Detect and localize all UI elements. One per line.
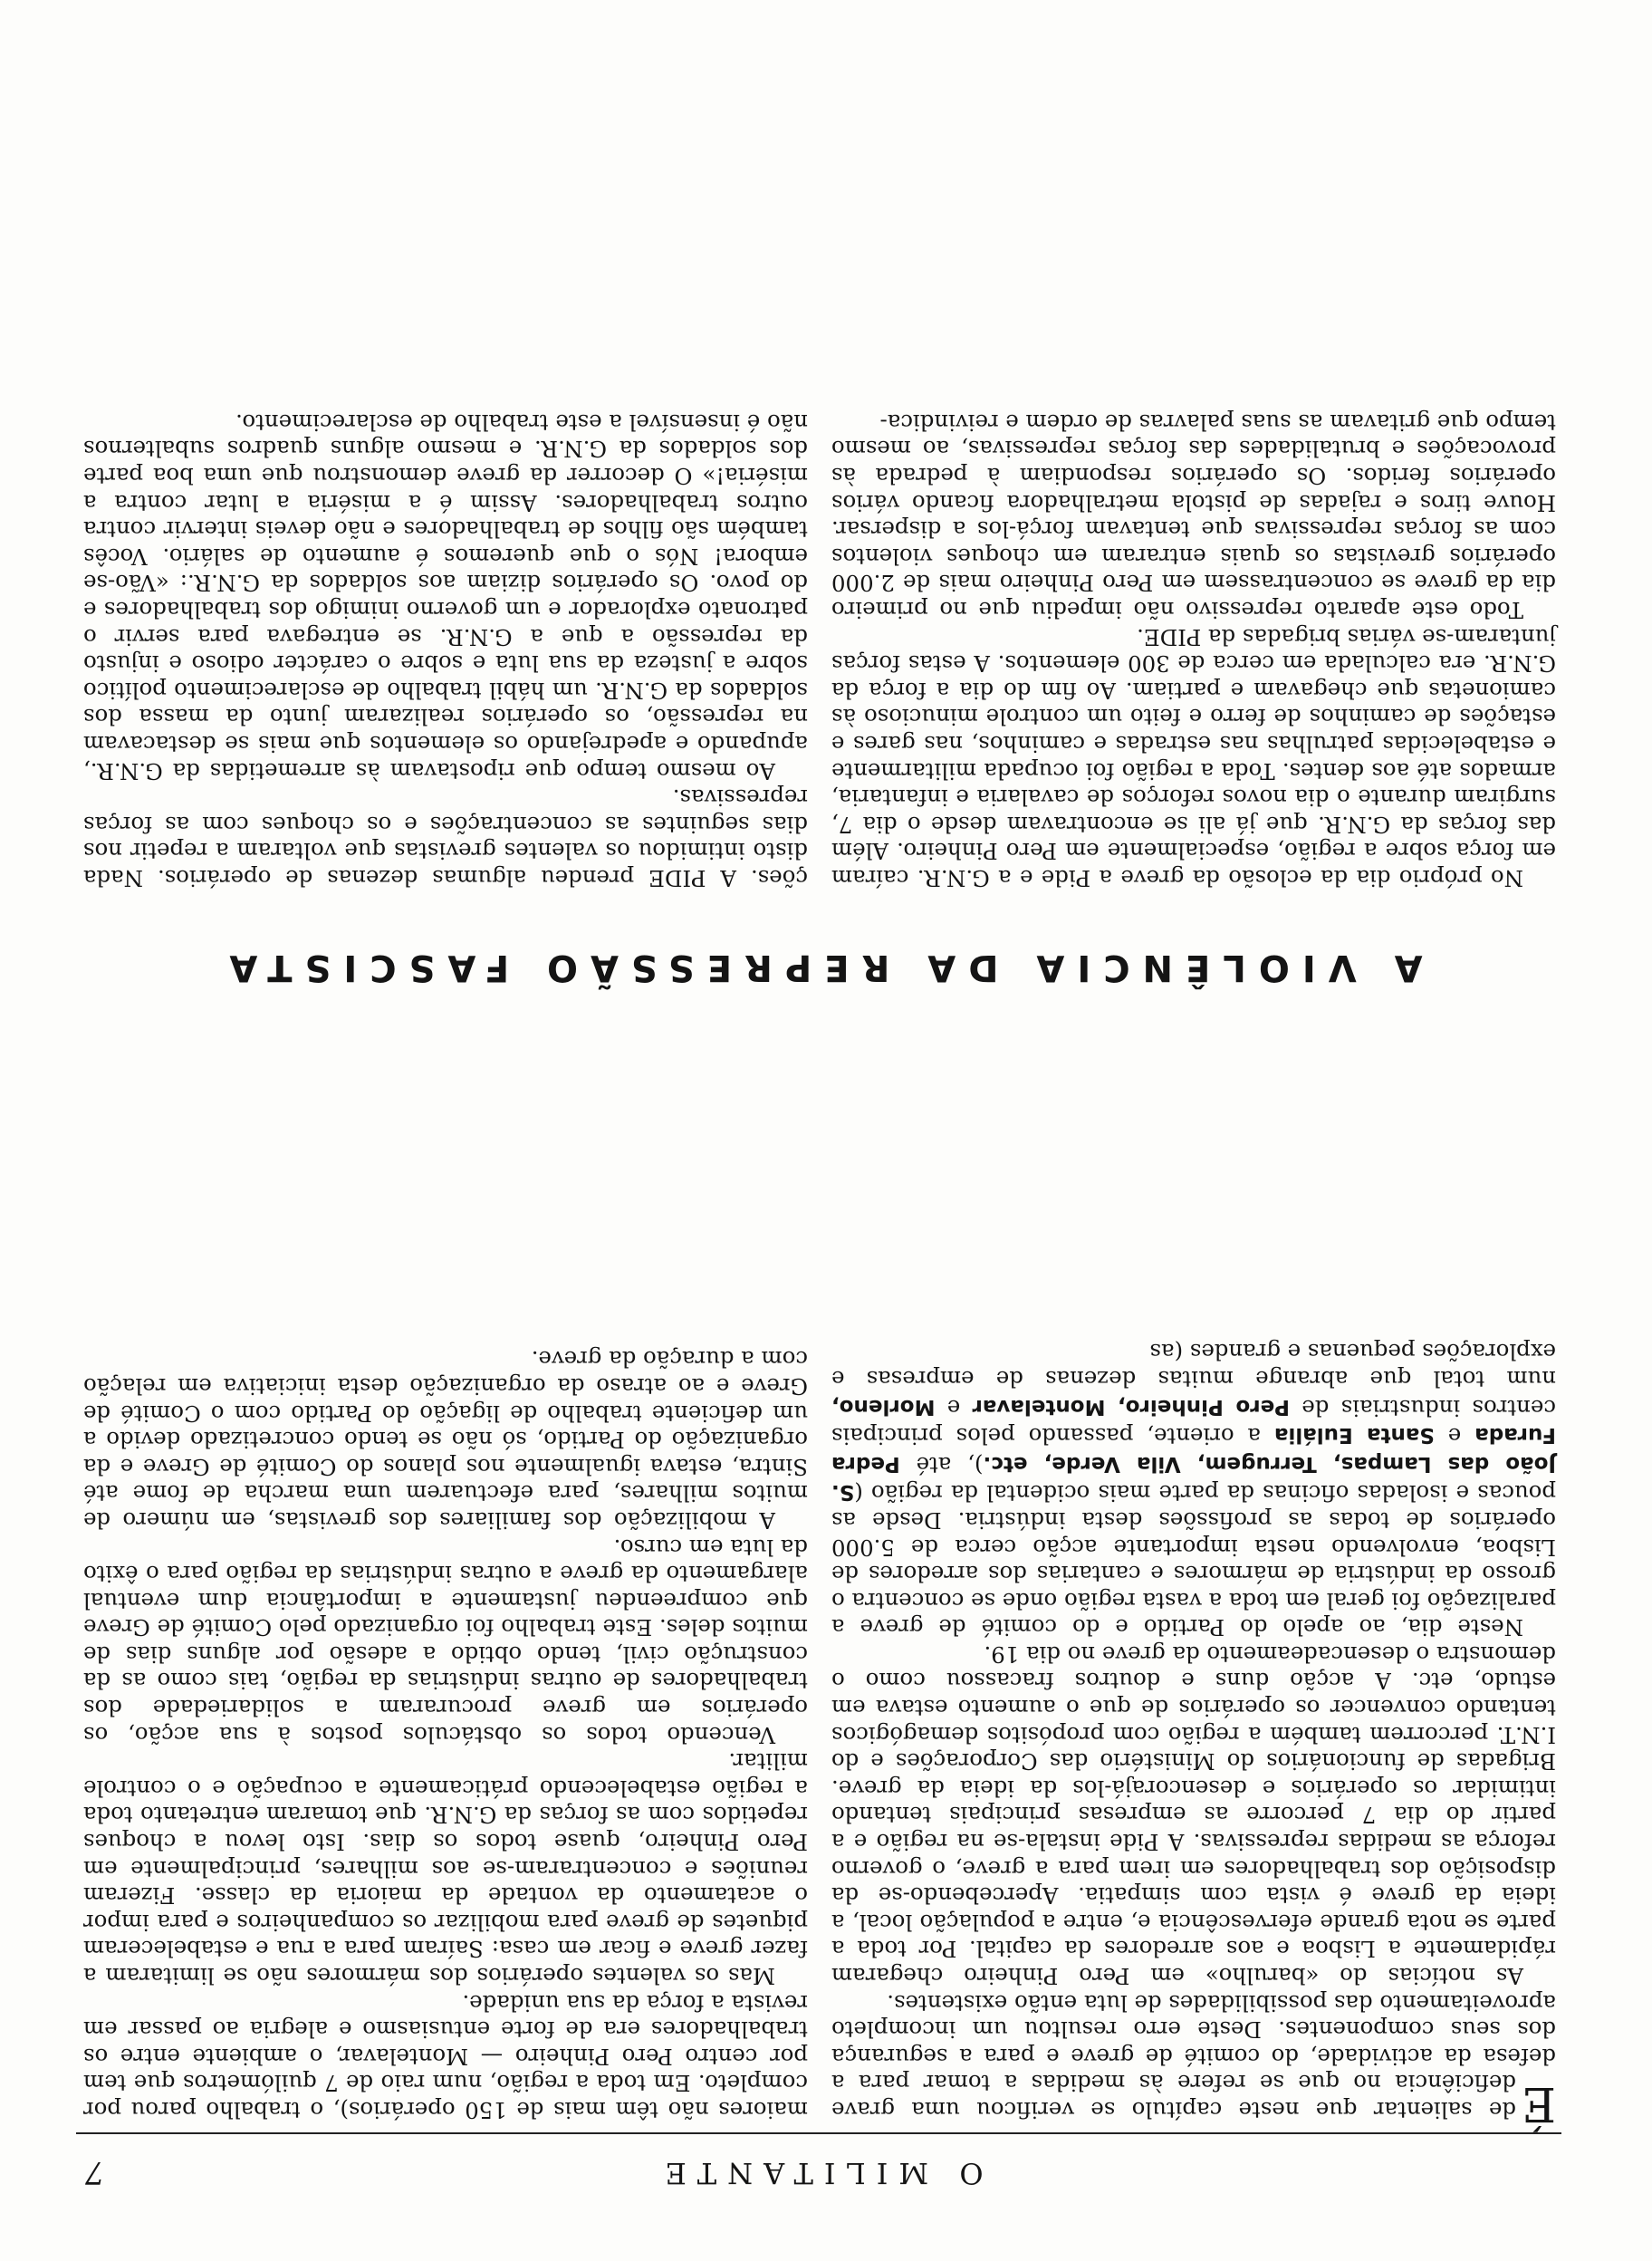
bold-place-name: Santa Eulália xyxy=(1273,1423,1435,1448)
paragraph-text: Neste dia, ao apelo do Partido e do comité de greve a paralização foi geral em toda a vasta região onde se concentra o grosso da indústria de mármores e cantarias dos arredores de Lisboa, envolvendo nesta importante acção cerca de 5.000 operários de todas as profissões desta indústria. Desde as poucas e isoladas oficinas da parte mais ocidental da região ( xyxy=(831,1480,1556,1641)
bold-place-names: S. João das Lampas, Terrugem, Vila Verde, etc. xyxy=(831,1451,1556,1505)
paragraph-text: e xyxy=(1434,1423,1475,1450)
paragraph: Mas os valentes operários dos mármores não se limitaram a fazer greve e ficar em casa: Saíram para a rua e estabeleceram piquetes de greve para mobilizar os companheiros e para impor o acatamento da vontade da maioria da classe. Fizeram reuniões e concentraram-se aos milhares, principalmente em Pero Pinheiro, quase todos os dias. Isto levou a choques repetidos com as forças da G.N.R. que tomaram entretanto toda a região estabelecendo práticamente a ocupação e o controle militar. xyxy=(83,1748,808,1990)
column-right-bottom xyxy=(83,112,808,891)
paragraph: Vencendo todos os obstáculos postos à sua acção, os operários em greve procuraram a solidariedade dos trabalhadores de outras indústrias da região, tais como as da construção civil, tendo obtido a adesão por alguns dias de muitos deles. Este trabalho foi organizado pelo Comité de Greve que compreendeu justamente a importância dum eventual alargamento da greve a outras indústrias da região para o êxito da luta em curso. xyxy=(83,1534,808,1748)
paragraph: As notícias do «barulho» em Pero Pinheiro chegaram rápidamente a Lisboa e aos arredores da capital. Por toda a parte se nota grande efervescência e, entre a população local, a ideia da greve é vista com simpatia. Apercebendo-se da disposição dos trabalhadores em irem para a greve, o governo reforça as medidas repressivas. A Pide instala-se na região e a partir do dia 7 percorre as empresas principais tentando intimidar os operários e desencorajá-los da ideia da greve. Brigadas de funcionários do Ministério das Corporações e do I.N.T. percorrem também a região com propósitos demagógicos tentando convencer os operários de que o aumento estava em estudo, etc. A acção duns e doutros fracassou como o demonstra o desencadeamento da greve no dia 19. xyxy=(831,1640,1556,1990)
paragraph-text: ), até xyxy=(899,1451,984,1478)
paragraph-text: a oriente, passando pelos principais centros industriais de xyxy=(831,1394,1556,1450)
paragraph: maiores não têm mais de 150 operários), o trabalho parou por completo. Em toda a região, num raio de 7 quilómetros que tem por centro Pero Pinheiro — Montelavar, o ambiente entre os trabalhadores era de forte entusiasmo e alegria ao passar em revista a força da sua unidade. xyxy=(83,1989,808,2123)
paragraph-text: e xyxy=(935,1394,973,1421)
section-headline: A VIOLÊNCIA DA REPRESSÃO FASCISTA xyxy=(216,947,1423,988)
paragraph-text: num total que abrange muitas dezenas de empresas e explorações pequenas e grandes (as xyxy=(831,1339,1556,1392)
page-header xyxy=(85,2145,1552,2190)
publication-title: O MILITANTE xyxy=(654,2156,984,2190)
paragraph-text: de salientar que neste capítulo se verificou uma grave deficiência no que se refere às medidas a tomar para a defesa da actividade, do comité de greve e para a segurança dos seus componentes. Deste erro resultou um incompleto aproveitamento das possibilidades de luta então existentes. xyxy=(831,1989,1556,2123)
paragraph: No próprio dia da eclosão da greve a Pide e a G.N.R. caíram em força sobre a região, especialmente em Pero Pinheiro. Além das forças da G.N.R. que já ali se encontravam desde o dia 7, surgiram durante o dia novos reforços de cavalaria e infantaria, armados até aos dentes. Toda a região foi ocupada militarmente e estabelecidas patrulhas nas estradas e caminhos, nas gares e estações de caminhos de ferro e feito um controle minucioso às camionetas que chegavam e partiam. Ao fim do dia a força da G.N.R. era calculada em cerca de 300 elementos. A estas forças juntaram-se várias brigadas da PIDE. xyxy=(831,623,1556,891)
paragraph: Todo este aparato repressivo não impediu que no primeiro dia da greve se concentrassem em Pero Pinheiro mais de 2.000 operários grevistas os quais entraram em choques violentos com as forças repressivas que tentavam forçá-los a dispersar. Houve tiros e rajadas de pistola metralhadora ficando vários operários feridos. Os operários respondiam à pedrada às provocações e brutalidades das forças repressivas, ao mesmo tempo que gritavam as suas palavras de ordem e reivindica- xyxy=(831,409,1556,624)
bold-place-name: Pedra Furada xyxy=(831,1423,1556,1476)
column-left-bottom xyxy=(831,112,1556,891)
paragraph: Ao mesmo tempo que ripostavam às arremetidas da G.N.R., apupando e apedrejando os elementos que mais se destacavam na repressão, os operários realizaram junto da massa dos soldados da G.N.R. um hábil trabalho de esclarecimento político sobre a justeza da sua luta e sobre o carácter odioso e injusto da repressão a que a G.N.R. se entregava para servir o patronato explorador e um governo inimigo dos trabalhadores e do povo. Os operários diziam aos soldados da G.N.R.: «Vão-se embora! Nós o que queremos é aumento de salário. Vocês também são filhos de trabalhadores e não deveis intervir contra outros trabalhadores. Assim é a miséria a lutar contra a miséria!» O decorrer da greve demonstrou que uma boa parte dos soldados da G.N.R. e mesmo alguns quadros subalternos não é insensível a este trabalho de esclarecimento. xyxy=(83,409,808,784)
bold-place-name: Morleno, xyxy=(831,1394,936,1419)
paragraph xyxy=(831,1989,1556,2131)
paragraph: ções. A PIDE prendeu algumas dezenas de operários. Nada disto intimidou os valentes grevistas que voltaram a repetir nos dias seguintes as concentrações e os choques com as forças repressivas. xyxy=(83,784,808,891)
column-left-top xyxy=(831,1036,1556,2131)
column-right-top xyxy=(83,1036,808,2123)
page-number: 7 xyxy=(85,2154,105,2190)
paragraph xyxy=(831,1339,1556,1641)
paragraph: A mobilização dos familiares dos grevistas, em número de muitos milhares, para efectuarem uma marcha de fome até Sintra, estava igualmente nos planos do Comité de Greve e da organização do Partido, só não se tendo concretizado devido a um deficiente trabalho de ligação do Partido com o Comité de Greve e ao atraso da organização desta iniciativa em relação com a duração da greve. xyxy=(83,1346,808,1534)
bold-place-names: Pero Pinheiro, Montelavar xyxy=(972,1394,1291,1419)
drop-cap: É xyxy=(1522,2076,1556,2131)
header-rule xyxy=(76,2132,1561,2134)
